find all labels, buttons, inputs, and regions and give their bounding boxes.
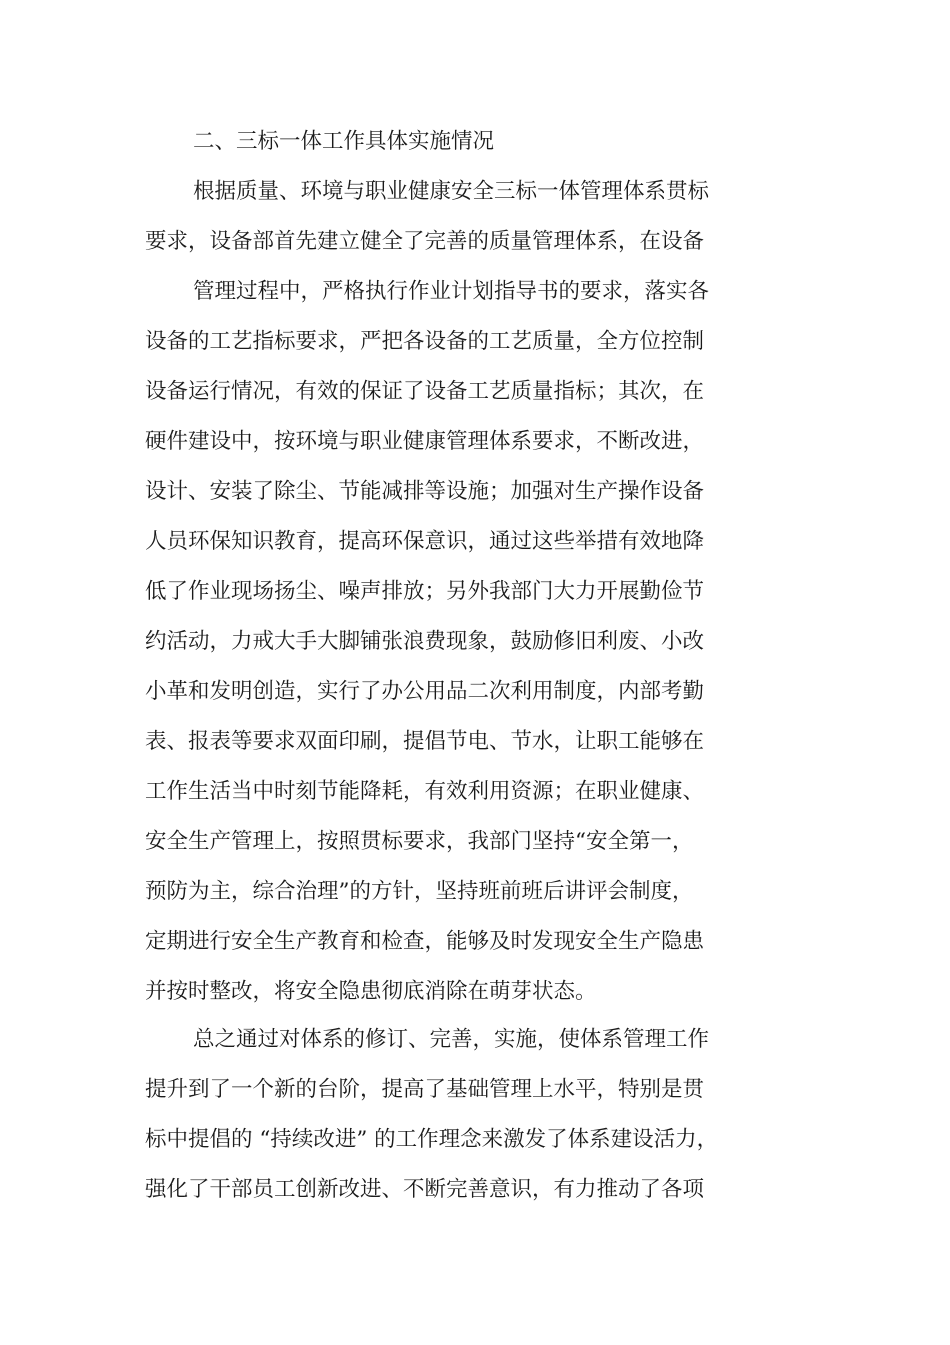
text-line: 要求，设备部首先建立健全了完善的质量管理体系，在设备 [145,229,705,254]
text-line: 人员环保知识教育，提高环保意识，通过这些举措有效地降 [145,529,705,554]
text-line: 标中提倡的 “持续改进” 的工作理念来激发了体系建设活力， [145,1127,719,1152]
text-line: 低了作业现场扬尘、噪声排放；另外我部门大力开展勤俭节 [145,579,705,604]
text-line: 设备的工艺指标要求，严把各设备的工艺质量，全方位控制 [145,329,705,354]
section-heading: 二、三标一体工作具体实施情况 [193,129,495,154]
text-line: 定期进行安全生产教育和检查，能够及时发现安全生产隐患 [145,929,705,954]
text-line: 设计、安装了除尘、节能减排等设施；加强对生产操作设备 [145,479,705,504]
text-line: 小革和发明创造，实行了办公用品二次利用制度，内部考勤 [145,679,705,704]
text-line: 根据质量、环境与职业健康安全三标一体管理体系贯标 [193,179,710,204]
text-line: 工作生活当中时刻节能降耗，有效利用资源；在职业健康、 [145,779,705,804]
text-line: 总之通过对体系的修订、完善，实施，使体系管理工作 [193,1027,710,1052]
text-line: 管理过程中，严格执行作业计划指导书的要求，落实各 [193,279,710,304]
text-line: 表、报表等要求双面印刷，提倡节电、节水，让职工能够在 [145,729,705,754]
text-line: 硬件建设中，按环境与职业健康管理体系要求，不断改进， [145,429,705,454]
text-line: 设备运行情况，有效的保证了设备工艺质量指标；其次，在 [145,379,705,404]
text-line: 并按时整改，将安全隐患彻底消除在萌芽状态。 [145,979,597,1004]
text-line: 安全生产管理上，按照贯标要求，我部门坚持“安全第一， [145,829,694,854]
text-line: 提升到了一个新的台阶，提高了基础管理上水平，特别是贯 [145,1077,705,1102]
text-line: 强化了干部员工创新改进、不断完善意识，有力推动了各项 [145,1177,705,1202]
text-line: 预防为主，综合治理”的方针，坚持班前班后讲评会制度， [145,879,694,904]
text-line: 约活动，力戒大手大脚铺张浪费现象，鼓励修旧利废、小改 [145,629,705,654]
